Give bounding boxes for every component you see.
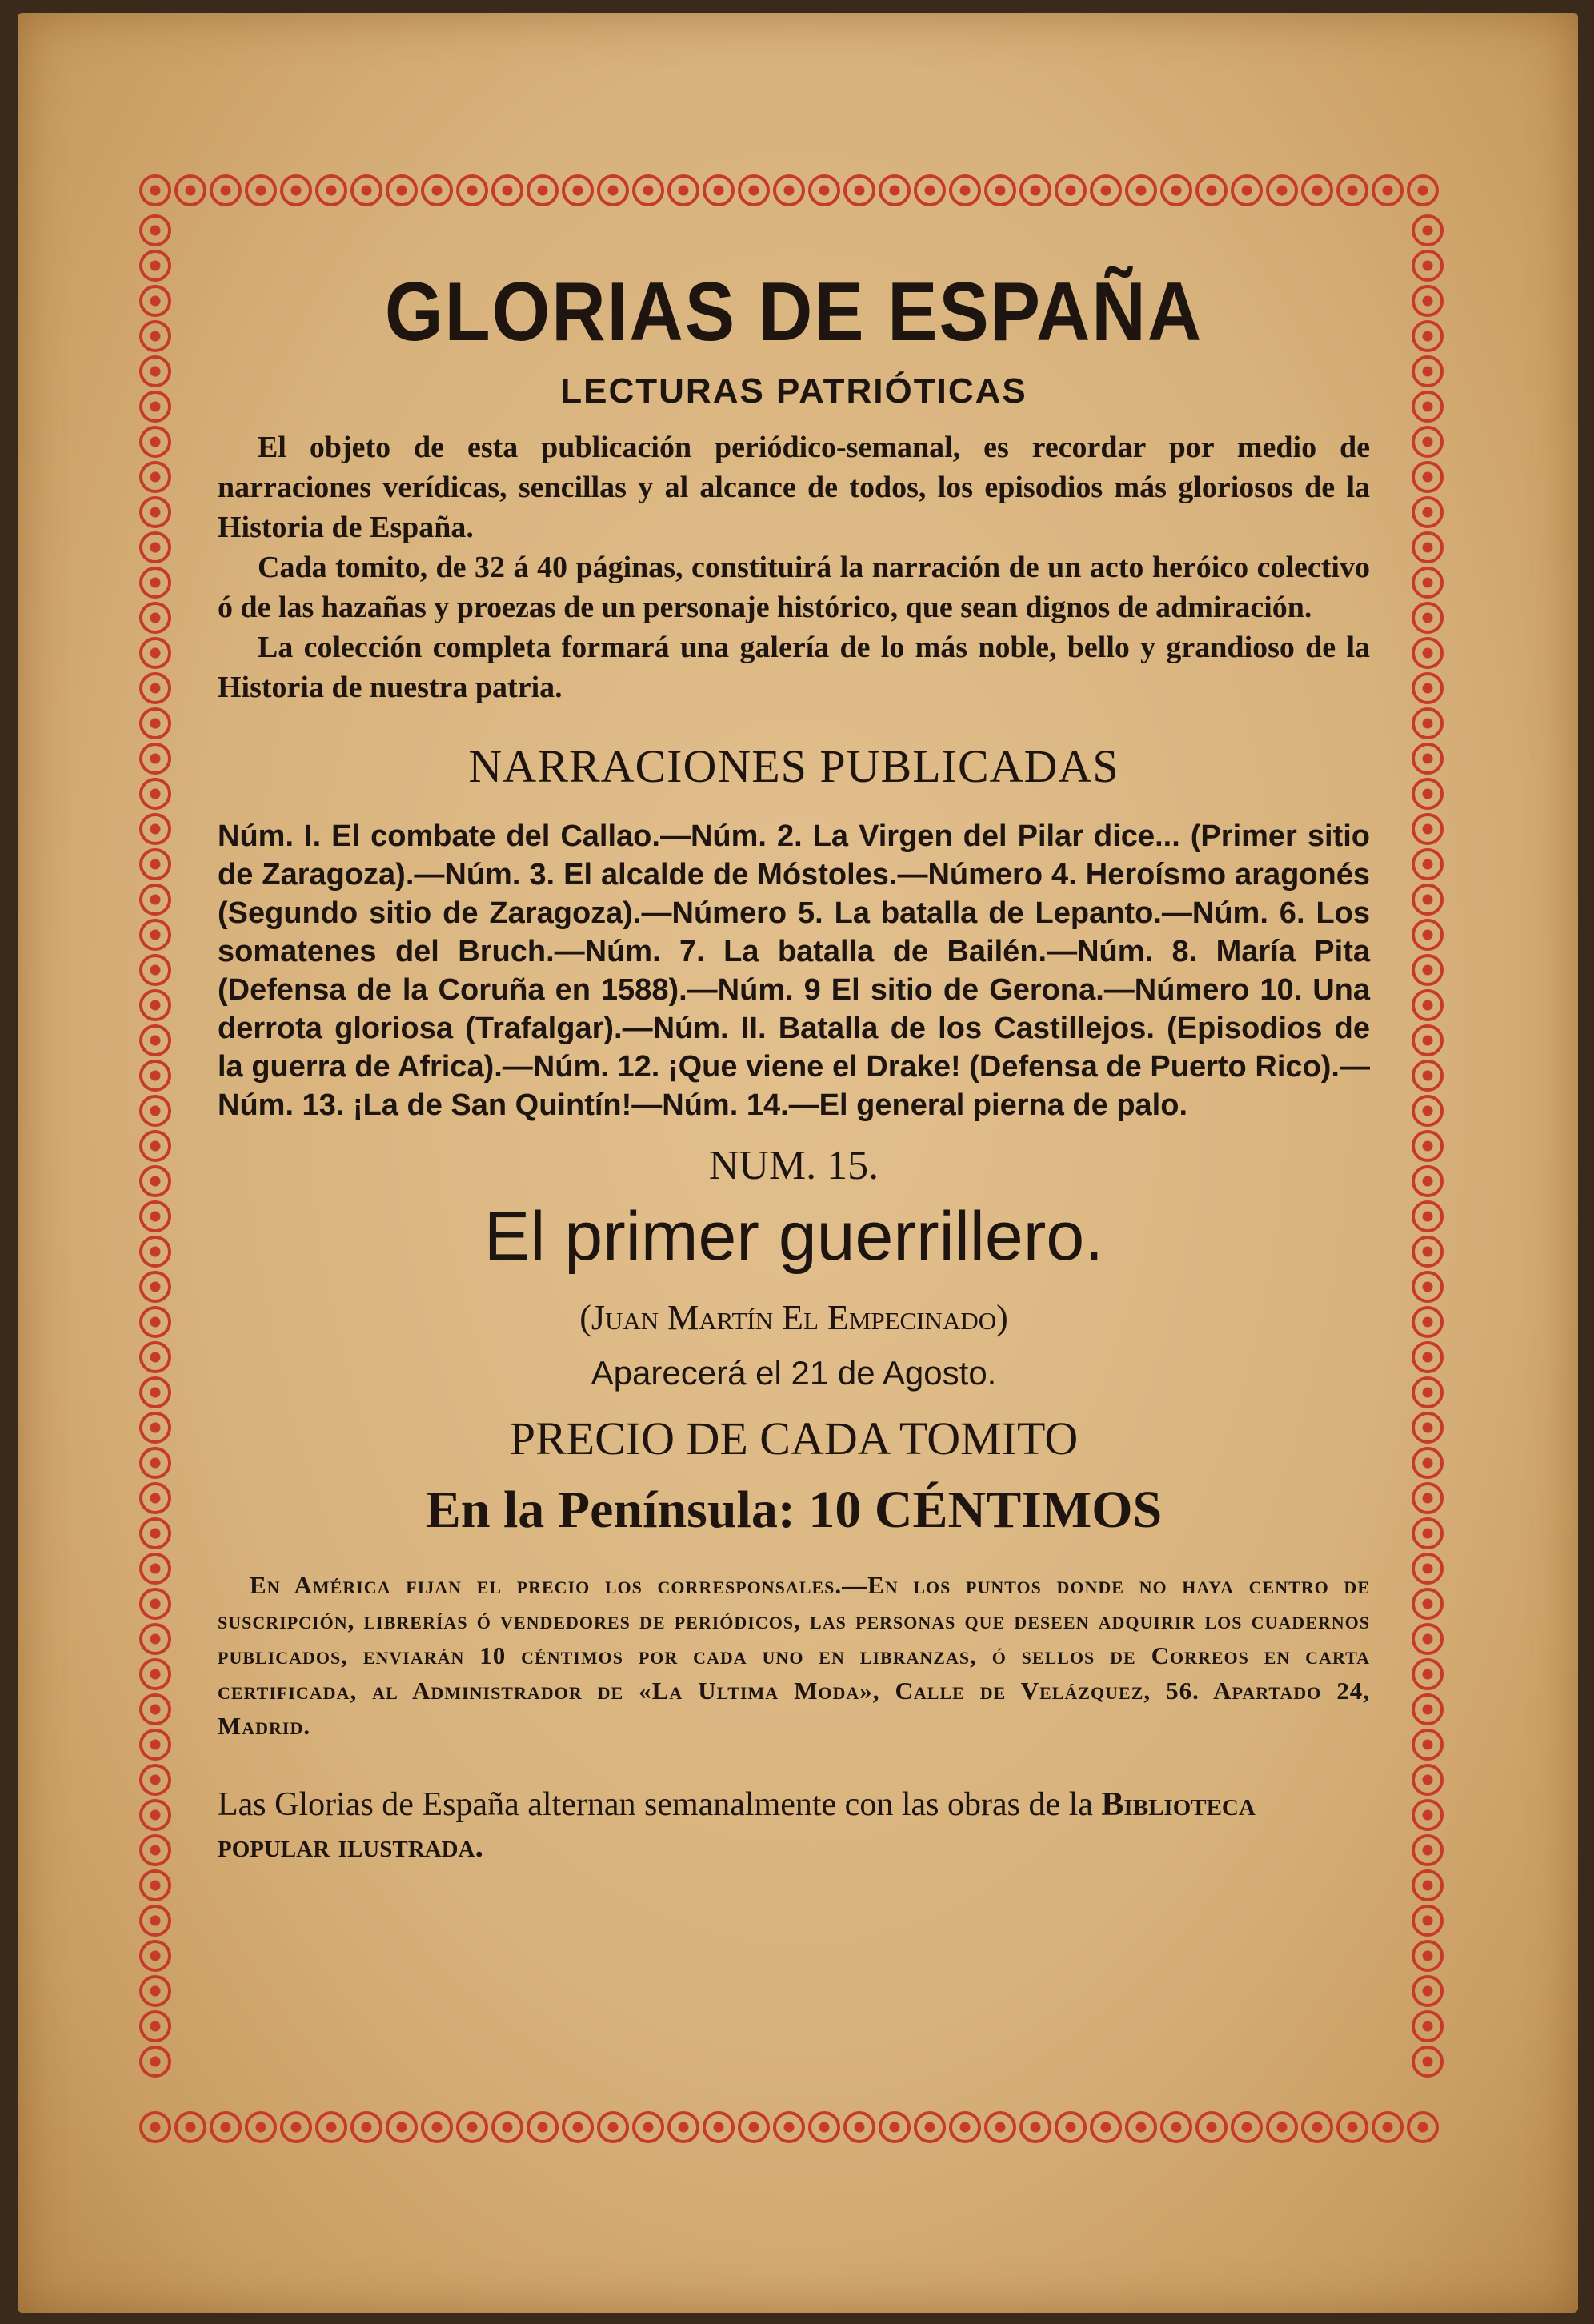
rosette-ornament-icon: [139, 1764, 171, 1796]
rosette-ornament-icon: [1412, 637, 1444, 669]
rosette-ornament-icon: [139, 1693, 171, 1725]
rosette-ornament-icon: [139, 426, 171, 458]
rosette-ornament-icon: [139, 391, 171, 423]
rosette-ornament-icon: [280, 174, 312, 206]
rosette-ornament-icon: [1407, 174, 1439, 206]
rosette-ornament-icon: [1301, 2111, 1333, 2143]
rosette-ornament-icon: [139, 461, 171, 493]
rosette-ornament-icon: [139, 743, 171, 775]
rosette-ornament-icon: [1412, 426, 1444, 458]
rosette-ornament-icon: [597, 2111, 629, 2143]
rosette-ornament-icon: [139, 174, 171, 206]
rosette-ornament-icon: [139, 1095, 171, 1127]
rosette-ornament-icon: [1412, 1834, 1444, 1866]
rosette-ornament-icon: [1412, 1095, 1444, 1127]
rosette-ornament-icon: [139, 1658, 171, 1690]
rosette-ornament-icon: [350, 2111, 382, 2143]
rosette-ornament-icon: [1336, 2111, 1368, 2143]
rosette-ornament-icon: [139, 1271, 171, 1303]
rosette-ornament-icon: [1231, 174, 1263, 206]
rosette-ornament-icon: [139, 1341, 171, 1373]
rosette-ornament-icon: [738, 2111, 770, 2143]
rosette-ornament-icon: [1412, 214, 1444, 246]
rosette-ornament-icon: [1196, 174, 1228, 206]
narraciones-heading: NARRACIONES PUBLICADAS: [468, 740, 1119, 792]
rosette-ornament-icon: [139, 1729, 171, 1761]
rosette-ornament-icon: [139, 214, 171, 246]
rosette-ornament-icon: [139, 813, 171, 845]
rosette-ornament-icon: [703, 2111, 735, 2143]
page: [18, 13, 1578, 2313]
rosette-ornament-icon: [1412, 355, 1444, 387]
rosette-ornament-icon: [174, 2111, 206, 2143]
rosette-ornament-icon: [245, 174, 277, 206]
rosette-ornament-icon: [139, 1975, 171, 2007]
rosette-ornament-icon: [139, 707, 171, 739]
rosette-ornament-icon: [562, 174, 594, 206]
rosette-ornament-icon: [1412, 602, 1444, 634]
rosette-ornament-icon: [139, 1447, 171, 1479]
rosette-ornament-icon: [773, 2111, 805, 2143]
rosette-ornament-icon: [1412, 1271, 1444, 1303]
rosette-ornament-icon: [1412, 1553, 1444, 1585]
rosette-ornament-icon: [984, 2111, 1016, 2143]
footer-note-biblio: Biblioteca popular ilustrada.: [218, 1786, 1256, 1865]
intro-paragraph-3: La colección completa formará una galería de lo más noble, bello y grandioso de la Historia de nuestra patria.: [218, 631, 1370, 704]
rosette-ornament-icon: [386, 174, 418, 206]
rosette-ornament-icon: [914, 174, 946, 206]
footer-note-text: Las Glorias de España alternan semanalmente con las obras de la: [218, 1786, 1102, 1823]
rosette-ornament-icon: [139, 1165, 171, 1197]
rosette-ornament-icon: [139, 531, 171, 563]
rosette-ornament-icon: [139, 1060, 171, 1092]
rosette-ornament-icon: [843, 2111, 875, 2143]
rosette-ornament-icon: [210, 174, 242, 206]
rosette-ornament-icon: [139, 919, 171, 951]
rosette-ornament-icon: [1412, 1905, 1444, 1937]
work-title: El primer guerrillero.: [483, 1198, 1104, 1275]
rosette-ornament-icon: [1412, 250, 1444, 282]
rosette-ornament-icon: [139, 355, 171, 387]
rosette-ornament-icon: [139, 250, 171, 282]
rosette-ornament-icon: [386, 2111, 418, 2143]
rosette-ornament-icon: [1412, 1165, 1444, 1197]
rosette-ornament-icon: [139, 1553, 171, 1585]
rosette-ornament-icon: [1412, 813, 1444, 845]
rosette-ornament-icon: [1412, 919, 1444, 951]
rosette-ornament-icon: [421, 2111, 453, 2143]
rosette-ornament-icon: [139, 848, 171, 880]
rosette-ornament-icon: [1055, 174, 1087, 206]
rosette-ornament-icon: [1266, 2111, 1298, 2143]
rosette-ornament-icon: [1055, 2111, 1087, 2143]
page-subtitle: LECTURAS PATRIÓTICAS: [560, 371, 1027, 411]
rosette-ornament-icon: [139, 567, 171, 599]
rosette-ornament-icon: [949, 2111, 981, 2143]
rosette-ornament-icon: [1090, 174, 1122, 206]
price-heading: PRECIO DE CADA TOMITO: [509, 1412, 1079, 1465]
rosette-ornament-icon: [139, 1623, 171, 1655]
rosette-ornament-icon: [949, 174, 981, 206]
rosette-ornament-icon: [703, 174, 735, 206]
rosette-ornament-icon: [1019, 174, 1051, 206]
rosette-ornament-icon: [1412, 1729, 1444, 1761]
rosette-ornament-icon: [139, 637, 171, 669]
rosette-ornament-icon: [527, 2111, 559, 2143]
rosette-ornament-icon: [174, 174, 206, 206]
rosette-ornament-icon: [1125, 2111, 1157, 2143]
rosette-ornament-icon: [1412, 1376, 1444, 1408]
rosette-ornament-icon: [139, 989, 171, 1021]
rosette-ornament-icon: [1412, 743, 1444, 775]
rosette-ornament-icon: [1412, 848, 1444, 880]
rosette-ornament-icon: [984, 174, 1016, 206]
frame-content: [218, 229, 1370, 1867]
rosette-ornament-icon: [1412, 1236, 1444, 1268]
america-notice: En América fijan el precio los corresponsales.—En los puntos donde no haya centro de suscripción, librerías ó vendedores de periódicos, las personas que deseen adquirir los cuadernos publicados, enviarán 10 céntimos por cada uno en libranzas, ó sellos de Correos en carta certificada, al Administrador de «La Ultima Moda», Calle de Velázquez, 56. Apartado 24, Madrid.: [218, 1571, 1370, 1740]
rosette-ornament-icon: [139, 1024, 171, 1056]
rosette-ornament-icon: [632, 174, 664, 206]
rosette-ornament-icon: [1412, 954, 1444, 986]
rosette-ornament-icon: [667, 2111, 699, 2143]
rosette-ornament-icon: [1412, 1940, 1444, 1972]
rosette-ornament-icon: [773, 174, 805, 206]
rosette-ornament-icon: [1372, 2111, 1404, 2143]
rosette-ornament-icon: [1412, 672, 1444, 704]
rosette-ornament-icon: [1266, 174, 1298, 206]
rosette-ornament-icon: [139, 1799, 171, 1831]
rosette-ornament-icon: [139, 602, 171, 634]
border-top-ornament: [138, 173, 1450, 213]
rosette-ornament-icon: [597, 174, 629, 206]
rosette-ornament-icon: [1412, 1623, 1444, 1655]
rosette-ornament-icon: [562, 2111, 594, 2143]
border-right-ornament: [1410, 213, 1450, 2110]
rosette-ornament-icon: [1412, 884, 1444, 916]
footer-note: [218, 1784, 1370, 1867]
rosette-ornament-icon: [879, 2111, 911, 2143]
rosette-ornament-icon: [350, 174, 382, 206]
rosette-ornament-icon: [1090, 2111, 1122, 2143]
border-left-ornament: [138, 213, 178, 2110]
border-bottom-ornament: [138, 2110, 1450, 2150]
rosette-ornament-icon: [1372, 174, 1404, 206]
rosette-ornament-icon: [139, 1869, 171, 1901]
rosette-ornament-icon: [1412, 1799, 1444, 1831]
rosette-ornament-icon: [139, 320, 171, 352]
rosette-ornament-icon: [139, 2111, 171, 2143]
rosette-ornament-icon: [139, 778, 171, 810]
rosette-ornament-icon: [210, 2111, 242, 2143]
rosette-ornament-icon: [1125, 174, 1157, 206]
rosette-ornament-icon: [1412, 1341, 1444, 1373]
rosette-ornament-icon: [1231, 2111, 1263, 2143]
rosette-ornament-icon: [315, 2111, 347, 2143]
rosette-ornament-icon: [914, 2111, 946, 2143]
rosette-ornament-icon: [139, 1588, 171, 1620]
rosette-ornament-icon: [1412, 567, 1444, 599]
rosette-ornament-icon: [139, 2010, 171, 2042]
rosette-ornament-icon: [139, 496, 171, 528]
rosette-ornament-icon: [491, 174, 523, 206]
rosette-ornament-icon: [1412, 1693, 1444, 1725]
rosette-ornament-icon: [456, 2111, 488, 2143]
rosette-ornament-icon: [139, 1834, 171, 1866]
intro-paragraph-2: Cada tomito, de 32 á 40 páginas, constituirá la narración de un acto heróico colectivo ó de las hazañas y proezas de un personaje histórico, que sean dignos de admiración.: [218, 551, 1370, 624]
rosette-ornament-icon: [1412, 285, 1444, 317]
rosette-ornament-icon: [1412, 1024, 1444, 1056]
rosette-ornament-icon: [139, 1200, 171, 1232]
rosette-ornament-icon: [139, 1482, 171, 1514]
rosette-ornament-icon: [1019, 2111, 1051, 2143]
rosette-ornament-icon: [456, 174, 488, 206]
ornamental-frame: [138, 173, 1450, 2150]
rosette-ornament-icon: [1412, 2046, 1444, 2078]
rosette-ornament-icon: [1412, 1588, 1444, 1620]
rosette-ornament-icon: [1412, 1412, 1444, 1444]
rosette-ornament-icon: [843, 174, 875, 206]
rosette-ornament-icon: [139, 1130, 171, 1162]
rosette-ornament-icon: [1412, 778, 1444, 810]
rosette-ornament-icon: [139, 1940, 171, 1972]
rosette-ornament-icon: [491, 2111, 523, 2143]
rosette-ornament-icon: [139, 1905, 171, 1937]
rosette-ornament-icon: [1412, 320, 1444, 352]
rosette-ornament-icon: [1336, 174, 1368, 206]
rosette-ornament-icon: [1412, 1200, 1444, 1232]
rosette-ornament-icon: [1412, 1482, 1444, 1514]
rosette-ornament-icon: [738, 174, 770, 206]
rosette-ornament-icon: [632, 2111, 664, 2143]
rosette-ornament-icon: [1412, 1764, 1444, 1796]
rosette-ornament-icon: [1160, 174, 1192, 206]
rosette-ornament-icon: [245, 2111, 277, 2143]
rosette-ornament-icon: [1407, 2111, 1439, 2143]
price-value: En la Península: 10 CÉNTIMOS: [425, 1481, 1163, 1539]
rosette-ornament-icon: [879, 174, 911, 206]
rosette-ornament-icon: [1412, 1517, 1444, 1549]
work-subtitle: (Juan Martín El Empecinado): [579, 1298, 1008, 1337]
rosette-ornament-icon: [139, 672, 171, 704]
rosette-ornament-icon: [1412, 989, 1444, 1021]
rosette-ornament-icon: [1412, 531, 1444, 563]
rosette-ornament-icon: [315, 174, 347, 206]
rosette-ornament-icon: [1412, 1060, 1444, 1092]
rosette-ornament-icon: [808, 2111, 840, 2143]
rosette-ornament-icon: [139, 954, 171, 986]
page-title: GLORIAS DE ESPAÑA: [384, 266, 1204, 359]
rosette-ornament-icon: [527, 174, 559, 206]
rosette-ornament-icon: [139, 1376, 171, 1408]
rosette-ornament-icon: [1196, 2111, 1228, 2143]
rosette-ornament-icon: [139, 1517, 171, 1549]
intro-paragraph-1: El objeto de esta publicación periódico-semanal, es recordar por medio de narraciones verídicas, sencillas y al alcance de todos, los episodios más gloriosos de la Historia de España.: [218, 431, 1370, 544]
rosette-ornament-icon: [139, 884, 171, 916]
issue-number: NUM. 15.: [708, 1143, 879, 1188]
rosette-ornament-icon: [667, 174, 699, 206]
rosette-ornament-icon: [1412, 391, 1444, 423]
rosette-ornament-icon: [1412, 496, 1444, 528]
rosette-ornament-icon: [1412, 1869, 1444, 1901]
rosette-ornament-icon: [808, 174, 840, 206]
rosette-ornament-icon: [1412, 1306, 1444, 1338]
rosette-ornament-icon: [1412, 461, 1444, 493]
rosette-ornament-icon: [139, 1236, 171, 1268]
rosette-ornament-icon: [1412, 2010, 1444, 2042]
rosette-ornament-icon: [1160, 2111, 1192, 2143]
rosette-ornament-icon: [1301, 174, 1333, 206]
rosette-ornament-icon: [139, 1412, 171, 1444]
rosette-ornament-icon: [139, 285, 171, 317]
rosette-ornament-icon: [280, 2111, 312, 2143]
rosette-ornament-icon: [139, 1306, 171, 1338]
rosette-ornament-icon: [421, 174, 453, 206]
rosette-ornament-icon: [1412, 1658, 1444, 1690]
rosette-ornament-icon: [1412, 1447, 1444, 1479]
rosette-ornament-icon: [1412, 1130, 1444, 1162]
rosette-ornament-icon: [1412, 1975, 1444, 2007]
narraciones-list: Núm. I. El combate del Callao.—Núm. 2. La Virgen del Pilar dice... (Primer sitio de Zaragoza).—Núm. 3. El alcalde de Móstoles.—Número 4. Heroísmo aragonés (Segundo sitio de Zaragoza).—Número 5. La batalla de Lepanto.—Núm. 6. Los somatenes del Bruch.—Núm. 7. La batalla de Bailén.—Núm. 8. María Pita (Defensa de la Coruña en 1588).—Núm. 9 El sitio de Gerona.—Número 10. Una derrota gloriosa (Trafalgar).—Núm. II. Batalla de los Castillejos. (Episodios de la guerra de Africa).—Núm. 12. ¡Que viene el Drake! (Defensa de Puerto Rico).—Núm. 13. ¡La de San Quintín!—Núm. 14.—El general pierna de palo.: [218, 819, 1370, 1122]
appear-date: Aparecerá el 21 de Agosto.: [591, 1354, 997, 1392]
rosette-ornament-icon: [139, 2046, 171, 2078]
rosette-ornament-icon: [1412, 707, 1444, 739]
